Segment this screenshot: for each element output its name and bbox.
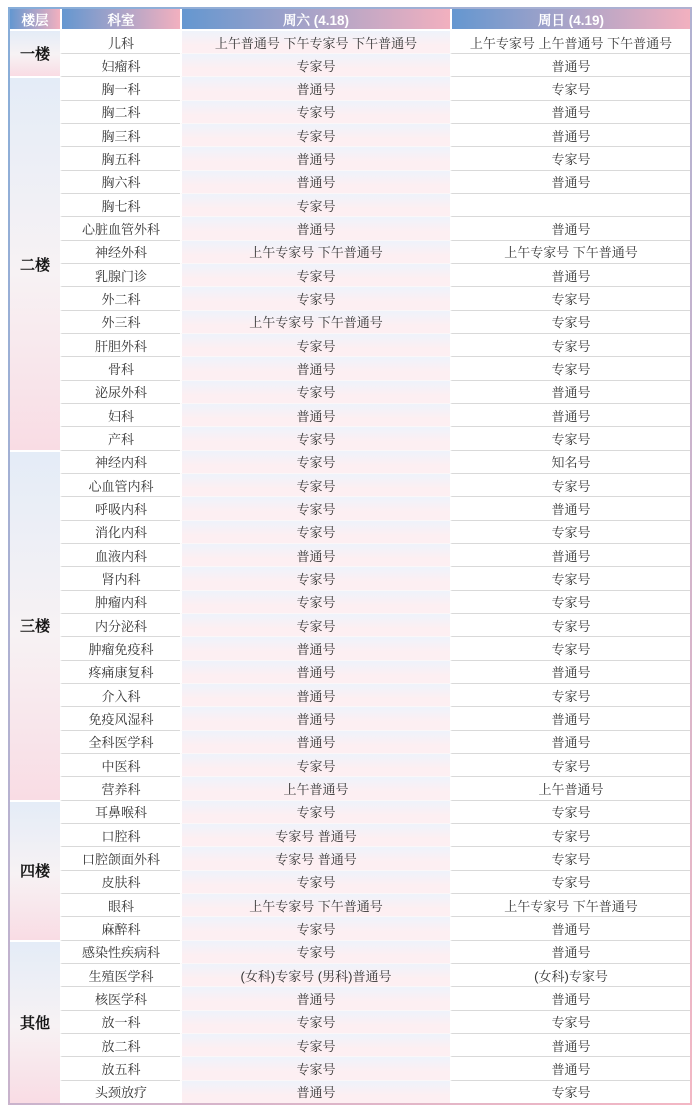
sun-cell: 专家号	[450, 520, 690, 543]
sat-cell: 专家号	[180, 520, 450, 543]
dept-cell: 全科医学科	[60, 730, 180, 753]
sun-cell: 专家号	[450, 426, 690, 449]
sat-cell: 专家号	[180, 263, 450, 286]
sat-cell: 普通号	[180, 76, 450, 99]
table-row	[10, 216, 690, 239]
header-row	[10, 9, 690, 31]
table-row	[10, 730, 690, 753]
floor-cell: 二楼	[10, 76, 60, 449]
sun-cell: 上午普通号	[450, 776, 690, 799]
dept-cell: 胸五科	[60, 146, 180, 169]
table-row	[10, 473, 690, 496]
sun-cell: 专家号	[450, 146, 690, 169]
table-row	[10, 1033, 690, 1056]
schedule-body	[10, 31, 690, 1103]
floor-cell: 三楼	[10, 450, 60, 800]
table-row	[10, 706, 690, 729]
schedule-table-frame	[8, 7, 692, 1105]
dept-cell: 胸一科	[60, 76, 180, 99]
sun-cell: 上午专家号 上午普通号 下午普通号	[450, 31, 690, 53]
sun-cell: 专家号	[450, 356, 690, 379]
table-row	[10, 590, 690, 613]
sat-cell: 普通号	[180, 636, 450, 659]
sat-cell: 上午专家号 下午普通号	[180, 893, 450, 916]
table-row	[10, 310, 690, 333]
table-row	[10, 1056, 690, 1079]
sun-cell: 普通号	[450, 123, 690, 146]
dept-cell: 感染性疾病科	[60, 940, 180, 963]
sat-cell: 上午普通号 下午专家号 下午普通号	[180, 31, 450, 53]
dept-cell: 耳鼻喉科	[60, 800, 180, 823]
dept-cell: 放五科	[60, 1056, 180, 1079]
sat-cell: 专家号	[180, 870, 450, 893]
dept-cell: 肿瘤内科	[60, 590, 180, 613]
table-row	[10, 123, 690, 146]
sat-cell: 专家号	[180, 53, 450, 76]
table-row	[10, 356, 690, 379]
sun-cell: 普通号	[450, 216, 690, 239]
dept-cell: 呼吸内科	[60, 496, 180, 519]
table-row	[10, 426, 690, 449]
table-row	[10, 940, 690, 963]
table-row	[10, 1080, 690, 1103]
table-row	[10, 31, 690, 53]
table-row	[10, 170, 690, 193]
dept-cell: 外三科	[60, 310, 180, 333]
schedule-table	[10, 9, 690, 1103]
sun-cell: 普通号	[450, 263, 690, 286]
table-row	[10, 916, 690, 939]
sat-cell: 上午普通号	[180, 776, 450, 799]
dept-cell: 心脏血管外科	[60, 216, 180, 239]
dept-cell: 肾内科	[60, 566, 180, 589]
dept-cell: 妇科	[60, 403, 180, 426]
sat-cell: 专家号	[180, 753, 450, 776]
sun-cell: 专家号	[450, 753, 690, 776]
sat-cell: 专家号 普通号	[180, 846, 450, 869]
sun-cell: 专家号	[450, 823, 690, 846]
dept-cell: 儿科	[60, 31, 180, 53]
dept-cell: 胸六科	[60, 170, 180, 193]
floor-cell: 其他	[10, 940, 60, 1103]
table-row	[10, 636, 690, 659]
sat-cell: 普通号	[180, 986, 450, 1009]
sun-cell: 专家号	[450, 846, 690, 869]
sun-cell: 专家号	[450, 800, 690, 823]
table-row	[10, 566, 690, 589]
dept-cell: 营养科	[60, 776, 180, 799]
sat-cell: 专家号	[180, 100, 450, 123]
sun-cell: 专家号	[450, 1010, 690, 1033]
sun-cell: 普通号	[450, 403, 690, 426]
sat-cell: 专家号	[180, 800, 450, 823]
dept-cell: 泌尿外科	[60, 380, 180, 403]
dept-cell: 外二科	[60, 286, 180, 309]
table-row	[10, 753, 690, 776]
table-row	[10, 146, 690, 169]
dept-cell: 神经外科	[60, 240, 180, 263]
sun-cell: 普通号	[450, 543, 690, 566]
dept-cell: 放一科	[60, 1010, 180, 1033]
table-row	[10, 963, 690, 986]
sun-cell: 专家号	[450, 590, 690, 613]
floor-cell: 四楼	[10, 800, 60, 940]
table-row	[10, 613, 690, 636]
dept-cell: 疼痛康复科	[60, 660, 180, 683]
table-row	[10, 193, 690, 216]
table-row	[10, 1010, 690, 1033]
sat-cell: 普通号	[180, 543, 450, 566]
dept-cell: 心血管内科	[60, 473, 180, 496]
sun-cell: 普通号	[450, 940, 690, 963]
sun-cell: 普通号	[450, 100, 690, 123]
dept-cell: 中医科	[60, 753, 180, 776]
table-row	[10, 403, 690, 426]
dept-cell: 骨科	[60, 356, 180, 379]
sat-cell: 专家号	[180, 496, 450, 519]
sun-cell: 普通号	[450, 706, 690, 729]
sat-cell: 专家号	[180, 566, 450, 589]
sat-cell: 普通号	[180, 683, 450, 706]
sat-cell: 专家号	[180, 123, 450, 146]
sat-cell: 专家号	[180, 940, 450, 963]
sun-cell: 专家号	[450, 76, 690, 99]
dept-cell: 口腔科	[60, 823, 180, 846]
table-header	[10, 9, 690, 31]
sun-cell: 普通号	[450, 380, 690, 403]
table-row	[10, 800, 690, 823]
sat-cell: 普通号	[180, 146, 450, 169]
table-row	[10, 76, 690, 99]
sat-cell: 普通号	[180, 356, 450, 379]
table-row	[10, 333, 690, 356]
sun-cell: 上午专家号 下午普通号	[450, 240, 690, 263]
table-row	[10, 543, 690, 566]
sat-cell: 专家号	[180, 916, 450, 939]
sat-cell: 普通号	[180, 403, 450, 426]
sat-cell: 专家号	[180, 333, 450, 356]
sat-cell: 专家号	[180, 450, 450, 473]
table-row	[10, 823, 690, 846]
sun-cell: 专家号	[450, 286, 690, 309]
sat-cell: 专家号	[180, 1010, 450, 1033]
table-row	[10, 240, 690, 263]
table-row	[10, 683, 690, 706]
sat-cell: 专家号	[180, 193, 450, 216]
sun-cell: 专家号	[450, 566, 690, 589]
sun-cell: 普通号	[450, 53, 690, 76]
sun-cell: (女科)专家号	[450, 963, 690, 986]
dept-cell: 核医学科	[60, 986, 180, 1009]
dept-cell: 放二科	[60, 1033, 180, 1056]
sun-cell: 普通号	[450, 170, 690, 193]
sun-cell: 普通号	[450, 1056, 690, 1079]
dept-cell: 口腔颌面外科	[60, 846, 180, 869]
sat-cell: 专家号	[180, 380, 450, 403]
sun-cell: 专家号	[450, 636, 690, 659]
sun-cell: 专家号	[450, 870, 690, 893]
table-row	[10, 450, 690, 473]
sat-cell: 普通号	[180, 660, 450, 683]
dept-cell: 胸二科	[60, 100, 180, 123]
table-row	[10, 986, 690, 1009]
sun-cell: 专家号	[450, 333, 690, 356]
sat-cell: 普通号	[180, 170, 450, 193]
sat-cell: (女科)专家号 (男科)普通号	[180, 963, 450, 986]
sat-cell: 普通号	[180, 730, 450, 753]
table-row	[10, 520, 690, 543]
dept-cell: 胸七科	[60, 193, 180, 216]
sun-cell: 普通号	[450, 986, 690, 1009]
dept-cell: 眼科	[60, 893, 180, 916]
floor-cell: 一楼	[10, 31, 60, 76]
sat-cell: 上午专家号 下午普通号	[180, 310, 450, 333]
sun-cell: 普通号	[450, 496, 690, 519]
table-row	[10, 776, 690, 799]
dept-cell: 胸三科	[60, 123, 180, 146]
dept-cell: 介入科	[60, 683, 180, 706]
sat-cell: 普通号	[180, 1080, 450, 1103]
sun-cell	[450, 193, 690, 216]
sat-cell: 专家号	[180, 1033, 450, 1056]
sat-cell: 普通号	[180, 216, 450, 239]
header-floor: 楼层	[10, 9, 60, 31]
table-row	[10, 263, 690, 286]
sat-cell: 专家号	[180, 613, 450, 636]
sun-cell: 专家号	[450, 310, 690, 333]
dept-cell: 免疫风湿科	[60, 706, 180, 729]
dept-cell: 生殖医学科	[60, 963, 180, 986]
sat-cell: 专家号	[180, 473, 450, 496]
table-row	[10, 286, 690, 309]
sat-cell: 专家号	[180, 426, 450, 449]
table-row	[10, 496, 690, 519]
table-row	[10, 870, 690, 893]
sun-cell: 普通号	[450, 730, 690, 753]
sat-cell: 专家号	[180, 1056, 450, 1079]
dept-cell: 皮肤科	[60, 870, 180, 893]
header-saturday: 周六 (4.18)	[180, 9, 450, 31]
sun-cell: 普通号	[450, 916, 690, 939]
header-sunday: 周日 (4.19)	[450, 9, 690, 31]
table-row	[10, 53, 690, 76]
sat-cell: 上午专家号 下午普通号	[180, 240, 450, 263]
sat-cell: 专家号	[180, 590, 450, 613]
dept-cell: 产科	[60, 426, 180, 449]
dept-cell: 肿瘤免疫科	[60, 636, 180, 659]
dept-cell: 消化内科	[60, 520, 180, 543]
dept-cell: 头颈放疗	[60, 1080, 180, 1103]
table-row	[10, 660, 690, 683]
sun-cell: 专家号	[450, 473, 690, 496]
sat-cell: 普通号	[180, 706, 450, 729]
dept-cell: 肝胆外科	[60, 333, 180, 356]
table-row	[10, 893, 690, 916]
sun-cell: 上午专家号 下午普通号	[450, 893, 690, 916]
table-row	[10, 100, 690, 123]
sun-cell: 知名号	[450, 450, 690, 473]
dept-cell: 血液内科	[60, 543, 180, 566]
sun-cell: 普通号	[450, 660, 690, 683]
dept-cell: 麻醉科	[60, 916, 180, 939]
dept-cell: 内分泌科	[60, 613, 180, 636]
sun-cell: 专家号	[450, 613, 690, 636]
table-row	[10, 380, 690, 403]
dept-cell: 神经内科	[60, 450, 180, 473]
sat-cell: 专家号 普通号	[180, 823, 450, 846]
header-department: 科室	[60, 9, 180, 31]
sun-cell: 专家号	[450, 1080, 690, 1103]
table-row	[10, 846, 690, 869]
sun-cell: 普通号	[450, 1033, 690, 1056]
dept-cell: 妇瘤科	[60, 53, 180, 76]
sat-cell: 专家号	[180, 286, 450, 309]
dept-cell: 乳腺门诊	[60, 263, 180, 286]
sun-cell: 专家号	[450, 683, 690, 706]
